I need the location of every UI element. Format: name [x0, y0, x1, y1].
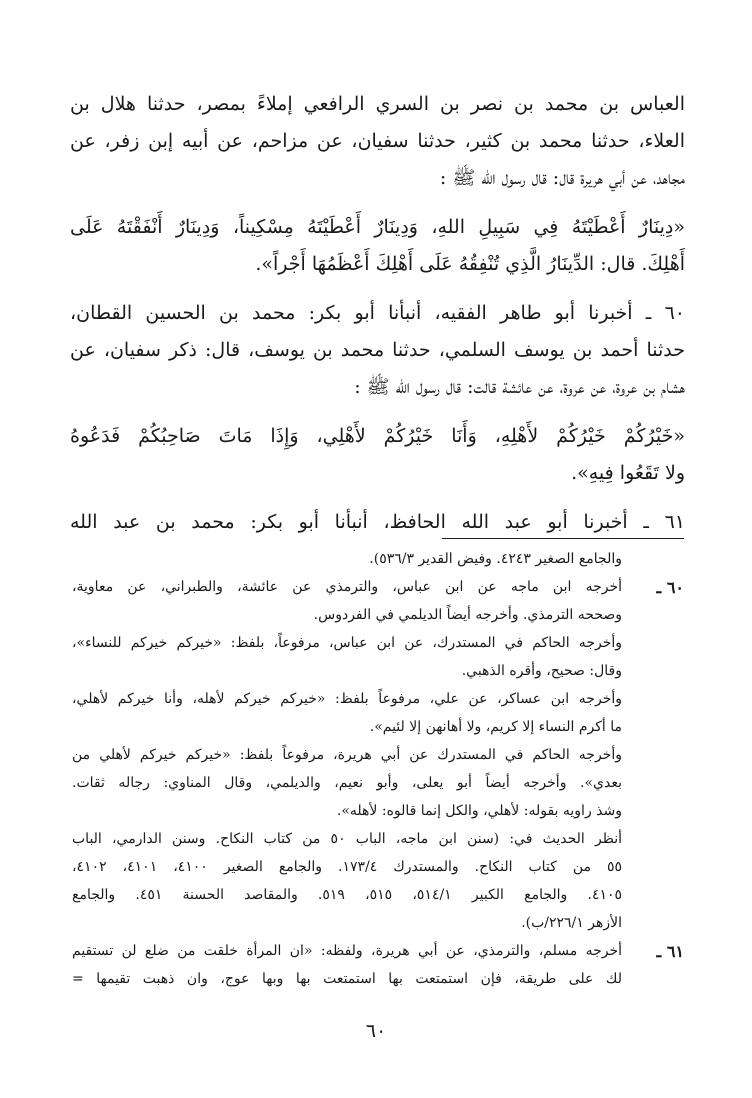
paragraph-1 [70, 86, 685, 197]
text-line: ٦٠ ـ أخبرنا أبو طاهر الفقيه، أنبأنا أبو بكر: محمد بن الحسين القطان، [70, 302, 685, 324]
text-line: «خَيْرُكُمْ خَيْرُكُمْ لأَهْلِهِ، وَأَنَا خَيْرُكُمْ لأَهْلِي، وَإِذَا مَاتَ صَاحِبُكُمْ فَدَعُوهُ [70, 425, 685, 447]
paragraph-60 [70, 295, 685, 406]
text-line: أَهْلِكَ. قال: الدِّينَارُ الَّذِي تُنْفِقُهُ عَلَى أَهْلِكَ أَعْظَمُهَا أَجْراً». [255, 253, 685, 275]
footnote-line: ٤١٠٥. والجامع الكبير ٥١٤/١، ٥١٥، ٥١٩. والمقاصد الحسنة ٤٥١. والجامع [72, 887, 622, 903]
footnote-line: وصححه الترمذي. وأخرجه أيضاً الديلمي في الفردوس. [313, 607, 622, 623]
main-text [70, 86, 685, 541]
text-line: حدثنا أحمد بن يوسف السلمي، حدثنا محمد بن يوسف، قال: ذكر سفيان، عن [70, 339, 685, 361]
footnote-continuation [72, 545, 684, 573]
hadith-quote-2 [70, 418, 685, 492]
footnote-divider [442, 538, 684, 539]
footnote-line: وأخرجه ابن عساكر، عن علي، مرفوعاً بلفظ: «خيركم خيركم لأهله، وأنا خيركم لأهلي، [72, 691, 622, 707]
footnote-line: لك على طريقة، فإن استمتعت بها استمتعت بها وبها عوج، وان ذهبت تقيمها = [72, 971, 622, 987]
text-line: «دِينَارٌ أَعْطَيْتَهُ فِي سَبِيلِ اللهِ، وَدِينَارٌ أَعْطَيْتَهُ مِسْكِيناً، وَدِينَارٌ أَنْفَقْتَهُ عَلَى [70, 216, 685, 238]
footnote-number: ٦١ ـ [656, 942, 684, 961]
text-line: هشام بن عروة، عن عروة، عن عائشة قالت: قال رسول الله ﷺ : [354, 376, 685, 398]
footnote-61 [72, 937, 684, 993]
text-line: العلاء، حدثنا محمد بن كثير، حدثنا سفيان، عن مزاحم، عن أبيه إبن زفر، عن [70, 130, 685, 152]
footnote-line: ما أكرم النساء إلا كريم، ولا أهانهن إلا لئيم». [369, 719, 622, 735]
footnote-line: وأخرجه الحاكم في المستدرك عن أبي هريرة، مرفوعاً بلفظ: «خيركم خيركم لأهلي من [72, 747, 622, 763]
footnote-line: الأزهر ٢٢٦/١/ب). [521, 915, 622, 931]
text-line: مجاهد، عن أبي هريرة قال: قال رسول الله ﷺ : [439, 167, 685, 189]
footnotes [72, 545, 684, 993]
paragraph-61 [70, 504, 685, 541]
footnote-line: بعدي». وأخرجه أيضاً أبو يعلى، وأبو نعيم، والديلمي، وقال المناوي: رجاله ثقات. [72, 775, 622, 791]
footnote-line: ٥٥ من كتاب النكاح. والمستدرك ١٧٣/٤. والجامع الصغير ٤١٠٠، ٤١٠١، ٤١٠٢، [72, 859, 622, 875]
footnote-line: أخرجه ابن ماجه عن ابن عباس، والترمذي عن عائشة، والطبراني، عن معاوية، [72, 579, 622, 595]
footnote-line: أخرجه مسلم، والترمذي، عن أبي هريرة، ولفظه: «ان المرأة خلقت من ضلع لن تستقيم [72, 943, 622, 959]
hadith-quote-1 [70, 209, 685, 283]
footnote-number: ٦٠ ـ [656, 578, 684, 597]
text-line: ولا تَقَعُوا فِيهِ». [571, 462, 685, 484]
page-number: ٦٠ [365, 1020, 387, 1042]
footnote-line: وقال: صحيح، وأقره الذهبي. [461, 663, 622, 679]
footnote-line: أنظر الحديث في: (سنن ابن ماجه، الباب ٥٠ من كتاب النكاح. وسنن الدارمي، الباب [72, 831, 622, 847]
footnote-line: وأخرجه الحاكم في المستدرك، عن ابن عباس، مرفوعاً، بلفظ: «خيركم خيركم للنساء»، [72, 635, 622, 651]
footnote-60 [72, 573, 684, 937]
footnote-line: والجامع الصغير ٤٢٤٣. وفيض القدير ٥٣٦/٣). [369, 551, 622, 567]
text-line: العباس بن محمد بن نصر بن السري الرافعي إملاءً بمصر، حدثنا هلال بن [70, 93, 685, 115]
footnote-line: وشذ راويه بقوله: لأهلي، والكل إنما قالوه: لأهله». [336, 803, 622, 819]
text-line: ٦١ ـ أخبرنا أبو عبد الله الحافظ، أنبأنا أبو بكر: محمد بن عبد الله [70, 511, 685, 533]
